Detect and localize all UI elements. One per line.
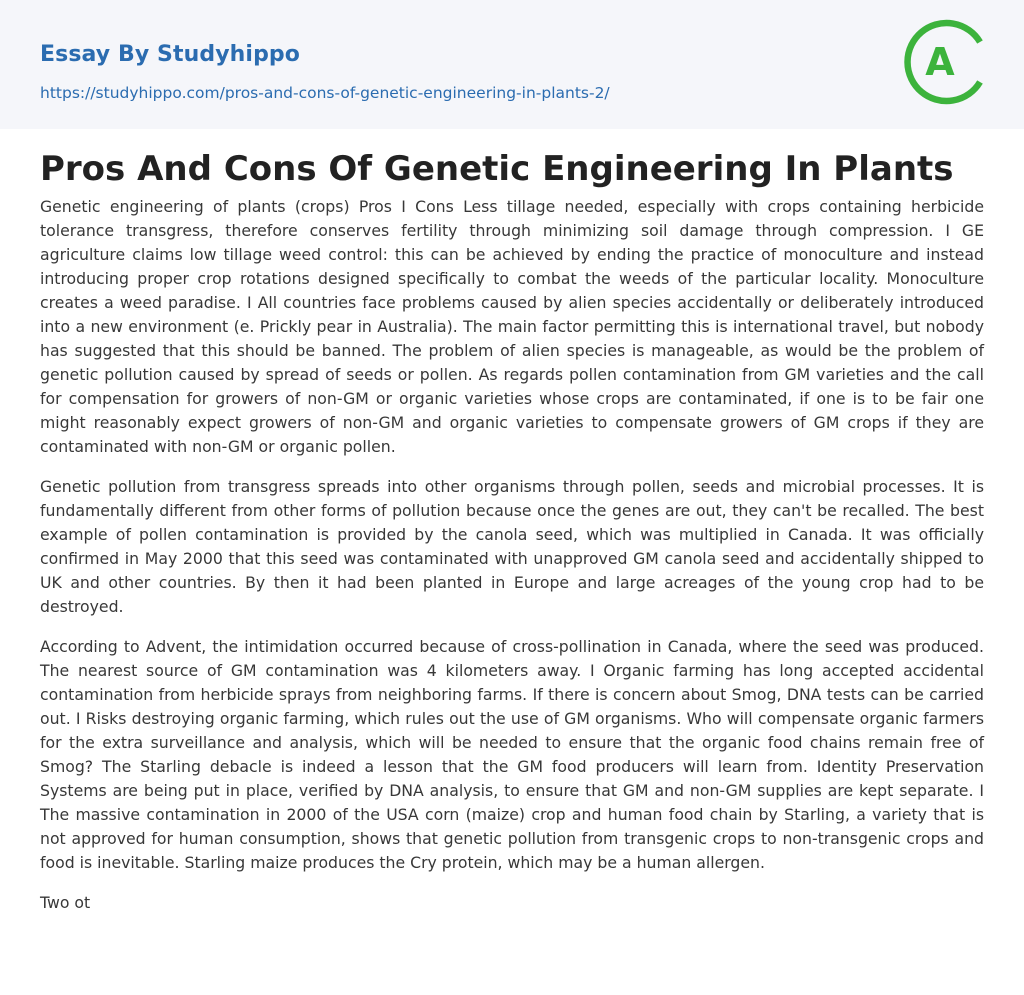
page-header xyxy=(0,0,1024,129)
source-url-link[interactable]: https://studyhippo.com/pros-and-cons-of-genetic-engineering-in-plants-2/ xyxy=(40,84,610,102)
logo-letter: A xyxy=(925,40,955,84)
essay-paragraph: According to Advent, the intimidation occurred because of cross-pollination in Canada, where the seed was produced. The nearest source of GM contamination was 4 kilometers away. I Organic farming has long accepted accidental contamination from herbicide sprays from neighboring farms. If there is concern about Smog, DNA tests can be carried out. I Risks destroying organic farming, which rules out the use of GM organisms. Who will compensate organic farmers for the extra surveillance and analysis, which will be needed to ensure that the organic food chains remain free of Smog? The Starling debacle is indeed a lesson that the GM food producers will learn from. Identity Preservation Systems are being put in place, verified by DNA analysis, to ensure that GM and non-GM supplies are kept separate. I The massive contamination in 2000 of the USA corn (maize) crop and human food chain by Starling, a variety that is not approved for human consumption, shows that genetic pollution from transgenic crops to non-transgenic crops and food is inevitable. Starling maize produces the Cry protein, which may be a human allergen. xyxy=(40,637,984,872)
essay-paragraph-truncated: Two ot xyxy=(40,893,91,912)
site-brand[interactable]: Essay By Studyhippo xyxy=(40,42,300,67)
essay-paragraph: Genetic engineering of plants (crops) Pros I Cons Less tillage needed, especially with crops containing herbicide tolerance transgress, therefore conserves fertility through minimizing soil damage through compression. I GE agriculture claims low tillage weed control: this can be achieved by ending the practice of monoculture and instead introducing proper crop rotations designed specifically to combat the weeds of the particular locality. Monoculture creates a weed paradise. I All countries face problems caused by alien species accidentally or deliberately introduced into a new environment (e. Prickly pear in Australia). The main factor permitting this is international travel, but nobody has suggested that this should be banned. The problem of alien species is manageable, as would be the problem of genetic pollution caused by spread of seeds or pollen. As regards pollen contamination from GM varieties and the call for compensation for growers of non-GM or organic varieties whose crops are contaminated, if one is to be fair one might reasonably expect growers of non-GM and organic varieties to compensate growers of GM crops if they are contaminated with non-GM or organic pollen. xyxy=(40,197,984,456)
essay-paragraph: Genetic pollution from transgress spreads into other organisms through pollen, seeds and microbial processes. It is fundamentally different from other forms of pollution because once the genes are out, they can't be recalled. The best example of pollen contamination is provided by the canola seed, which was multiplied in Canada. It was officially confirmed in May 2000 that this seed was contaminated with unapproved GM canola seed and accidentally shipped to UK and other countries. By then it had been planted in Europe and large acreages of the young crop had to be destroyed. xyxy=(40,477,984,616)
essay-title: Pros And Cons Of Genetic Engineering In Plants xyxy=(40,149,954,189)
studyhippo-logo-icon[interactable] xyxy=(904,19,988,105)
essay-content xyxy=(0,147,1024,915)
